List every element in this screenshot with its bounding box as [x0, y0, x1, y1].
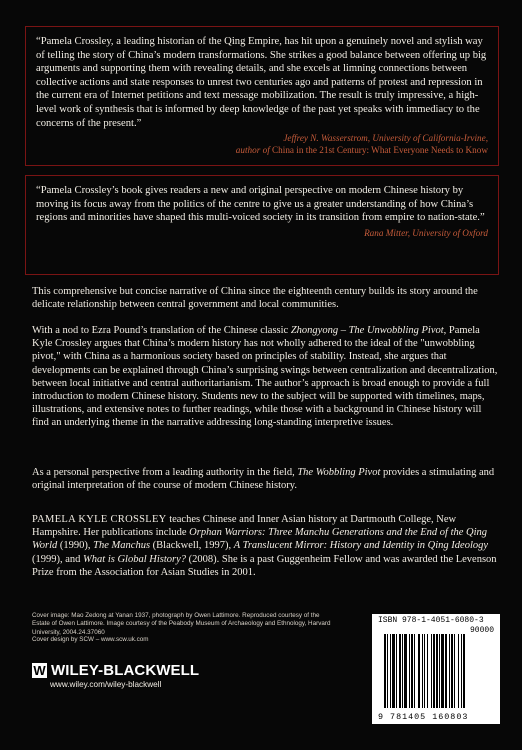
barcode-bar	[418, 634, 420, 708]
quote-1-text: “Pamela Crossley, a leading historian of the Qing Empire, has hit upon a genuinely novel and stylish way of telling the story of China’s modern transformations. She strikes a good balance between offering up big arguments and supporting them with revealing details, and she excels at limning connections between collective actions and state responses to unrest two centuries ago and patterns of protest and repression in the current era of Internet petitions and text message mobilization. The result is truly impressive, a high-level work of synthesis that is informed by deep knowledge of the past yet speaks with immediacy to the concerns of the present.”	[36, 36, 487, 129]
paragraph-3-rest: provides a stimulating and original interpretation of the course of modern Chinese history.	[32, 467, 495, 492]
barcode-bar	[387, 634, 388, 708]
paragraph-2-start: With a nod to Ezra Pound’s translation of the Chinese classic	[32, 325, 291, 336]
bio-book-2: The Manchus	[93, 540, 151, 552]
paragraph-3-book-title: The Wobbling Pivot	[297, 467, 381, 478]
barcode-bar	[439, 634, 440, 708]
barcode-bar	[409, 634, 410, 708]
barcode-bar	[433, 634, 435, 708]
barcode-bar	[454, 634, 455, 708]
barcode-bar	[411, 634, 413, 708]
quote-1-attribution	[36, 132, 488, 156]
barcode-bar	[424, 634, 425, 708]
price-code: 90000	[469, 626, 494, 635]
quote-1-role: author of	[235, 145, 270, 156]
paragraph-2-classic-title: Zhongyong – The Unwobbling Pivot	[290, 325, 444, 336]
barcode-bar	[402, 634, 403, 708]
paragraph-2-rest: , Pamela Kyle Crossley argues that China’s modern history has not wholly adhered to the ideal of the "unwobbling pivot," with China as a harmonious society based on principles of stability. Instead, she argues that developments can be explained through China’s surprising swings between centralization and decentralization, between local initiative and central authoritarianism. The author’s approach is broad enough to provide a full introduction to modern Chinese history. Students new to the subject will be supported with timelines, maps, illustrations, and extensive notes to further readings, while those with a background in Chinese history will find an underlying theme in the narrative addressing long-standing interpretive issues.	[32, 325, 498, 429]
publisher-name: WILEY-BLACKWELL	[51, 661, 200, 679]
wiley-logo-mark: W	[33, 662, 46, 678]
paragraph-3-start: As a personal perspective from a leading authority in the field,	[32, 467, 298, 478]
bio-text-2: (1990),	[57, 540, 94, 552]
bio-text-3: (Blackwell, 1997),	[150, 540, 234, 552]
quote-2-attribution: Rana Mitter, University of Oxford	[364, 227, 488, 238]
bio-text-4: (1999), and	[32, 553, 84, 565]
endorsement-quote-1	[25, 26, 499, 166]
barcode-bars	[380, 634, 492, 712]
barcode-bar	[414, 634, 415, 708]
quote-1-author: Jeffrey N. Wasserstrom, University of California-Irvine,	[283, 133, 488, 144]
bio-book-1: Orphan Warriors: Three Manchu Generations and the End of the Qing World	[32, 527, 488, 552]
barcode-bar	[427, 634, 428, 708]
bio-text-5: (2008). She is a past Guggenheim Fellow and was awarded the Levenson Prize from the Association for Asian Studies in 2001.	[32, 553, 497, 578]
description-paragraph-2	[32, 324, 498, 438]
barcode-bar	[431, 634, 432, 708]
description-paragraph-3	[32, 466, 498, 500]
cover-design-credit: Cover design by SCW – www.scw.uk.com	[32, 636, 149, 643]
description-paragraph-1	[32, 285, 498, 319]
barcode-bar	[449, 634, 450, 708]
bio-book-4: What is Global History?	[83, 553, 186, 565]
quote-2-text: “Pamela Crossley’s book gives readers a new and original perspective on modern Chinese history by moving its focus away from the politics of the centre to give us a greater understanding of how China’s regions and minorities have shaped this multi-voiced society in its transition from empire to nation-state.”	[36, 185, 485, 224]
barcode-bar	[390, 634, 391, 708]
barcode-bar	[463, 634, 465, 708]
author-bio	[32, 513, 498, 587]
barcode-bar	[392, 634, 395, 708]
barcode-bar	[441, 634, 444, 708]
paragraph-1-text: This comprehensive but concise narrative of China since the eighteenth century builds its story around the delicate relationship between central government and local communities.	[32, 286, 478, 311]
barcode-bar	[458, 634, 459, 708]
barcode-bar	[451, 634, 453, 708]
quote-1-book: China in the 21st Century: What Everyone Needs to Know	[272, 145, 488, 156]
cover-image-credit: Cover image: Mao Zedong at Yanan 1937, photograph by Owen Lattimore. Reproduced courtesy of the Estate of Owen Lattimore. Image courtesy of the Peabody Museum of Archaeology and Ethnology, Harvard University, 2004.24.37060	[32, 612, 331, 636]
barcode-bar	[399, 634, 401, 708]
bio-text-1: teaches Chinese and Inner Asian history at Dartmouth College, New Hampshire. Her publications include	[32, 514, 457, 539]
barcode-bar	[461, 634, 462, 708]
isbn-barcode	[372, 614, 500, 724]
bio-book-3: A Translucent Mirror: History and Identity in Qing Ideology	[233, 540, 489, 552]
publisher-url: www.wiley.com/wiley-blackwell	[50, 680, 162, 689]
barcode-bar	[404, 634, 407, 708]
ean-digits: 9 781405 160803	[378, 712, 469, 722]
barcode-bar	[422, 634, 423, 708]
barcode-bar	[445, 634, 447, 708]
author-name: PAMELA KYLE CROSSLEY	[32, 514, 167, 525]
endorsement-quote-2	[25, 175, 499, 275]
barcode-bar	[384, 634, 386, 708]
isbn-text: ISBN 978-1-4051-6080-3	[378, 616, 484, 625]
barcode-bar	[396, 634, 397, 708]
barcode-bar	[436, 634, 438, 708]
